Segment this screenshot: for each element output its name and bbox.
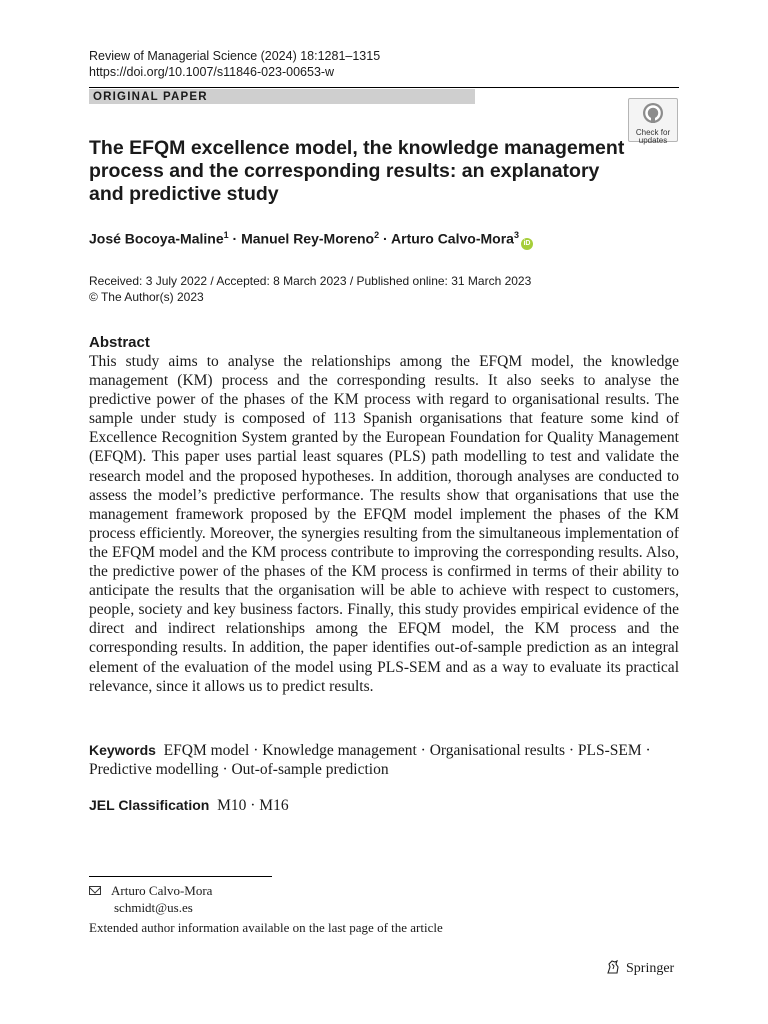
footnote-rule	[89, 876, 272, 877]
check-for-updates-button[interactable]	[628, 98, 678, 145]
jel-classification	[89, 797, 289, 815]
journal-header	[89, 48, 380, 80]
article-type-badge: ORIGINAL PAPER	[89, 89, 475, 104]
corresponding-email[interactable]: schmidt@us.es	[114, 900, 193, 915]
date-history: Received: 3 July 2022 / Accepted: 8 March 2023 / Published online: 31 March 2023	[89, 274, 532, 288]
author-affiliation: 3	[513, 230, 519, 240]
keywords	[89, 741, 679, 779]
journal-citation: Review of Managerial Science (2024) 18:1281–1315	[89, 49, 381, 63]
envelope-icon	[89, 886, 101, 895]
author-affiliation: 2	[374, 230, 380, 240]
abstract-heading: Abstract	[89, 334, 150, 351]
header-rule	[89, 87, 679, 88]
author-affiliation: 1	[223, 230, 229, 240]
author-list	[89, 230, 533, 250]
jel-label: JEL Classification	[89, 797, 210, 813]
crossmark-icon	[642, 102, 664, 124]
jel-codes: M10 · M16	[217, 797, 289, 814]
orcid-icon[interactable]: iD	[521, 238, 533, 250]
keywords-label: Keywords	[89, 742, 156, 758]
publisher-logo	[605, 959, 674, 977]
crossmark-label-2: updates	[638, 136, 668, 145]
corresponding-author: Arturo Calvo-Mora	[111, 883, 213, 898]
abstract-text: This study aims to analyse the relationships among the EFQM model, the knowledge management (KM) process and the corresponding results. It also seeks to analyse the predictive power of the phases of the KM process with regard to organisational results. The sample under study is composed of 113 Spanish organisations that feature some kind of Excellence Recognition System granted by the European Foundation for Quality Management (EFQM). This paper uses partial least squares (PLS) path modelling to test and validate the research model and the proposed hypotheses. In addition, thorough analyses are conducted to assess the model’s predictive performance. The results show that organisations that use the management framework proposed by the EFQM model implement the phases of the KM process efficiently. Moreover, the synergies resulting from the simultaneous implementation of the EFQM model and the KM process contribute to improving the corresponding results. Also, the predictive power of the phases of the KM process is confirmed in terms of their ability to anticipate the results that the organisation will be able to achieve with respect to customers, people, society and key business factors. Finally, this study provides empirical evidence of the direct and indirect relationships among the EFQM model, the KM process and the corresponding results. In addition, the paper identifies out-of-sample prediction as an integral element of the evaluation of the model using PLS-SEM and as a way to evaluate its practical relevance, since it allows us to predict results.	[89, 353, 679, 695]
publisher-name: Springer	[626, 961, 675, 976]
author-separator: ·	[379, 230, 392, 247]
extended-author-info: Extended author information available on the last page of the article	[89, 920, 443, 935]
publication-dates	[89, 273, 531, 305]
paper-title: The EFQM excellence model, the knowledge management process and the corresponding results: an explanatory and predictive study	[89, 137, 625, 205]
author-name[interactable]: Manuel Rey‑Moreno	[241, 230, 375, 247]
crossmark-label-1: Check for	[635, 128, 671, 137]
correspondence	[89, 882, 212, 916]
springer-horse-icon	[605, 959, 621, 975]
author-separator: ·	[228, 230, 242, 247]
copyright: © The Author(s) 2023	[89, 290, 204, 304]
author-name[interactable]: José Bocoya‑Maline	[89, 230, 224, 247]
author-name[interactable]: Arturo Calvo‑Mora	[391, 230, 514, 247]
keywords-text: EFQM model · Knowledge management · Organisational results · PLS-SEM · Predictive modelling · Out-of-sample prediction	[89, 742, 651, 778]
doi-link[interactable]: https://doi.org/10.1007/s11846-023-00653-w	[89, 65, 335, 79]
